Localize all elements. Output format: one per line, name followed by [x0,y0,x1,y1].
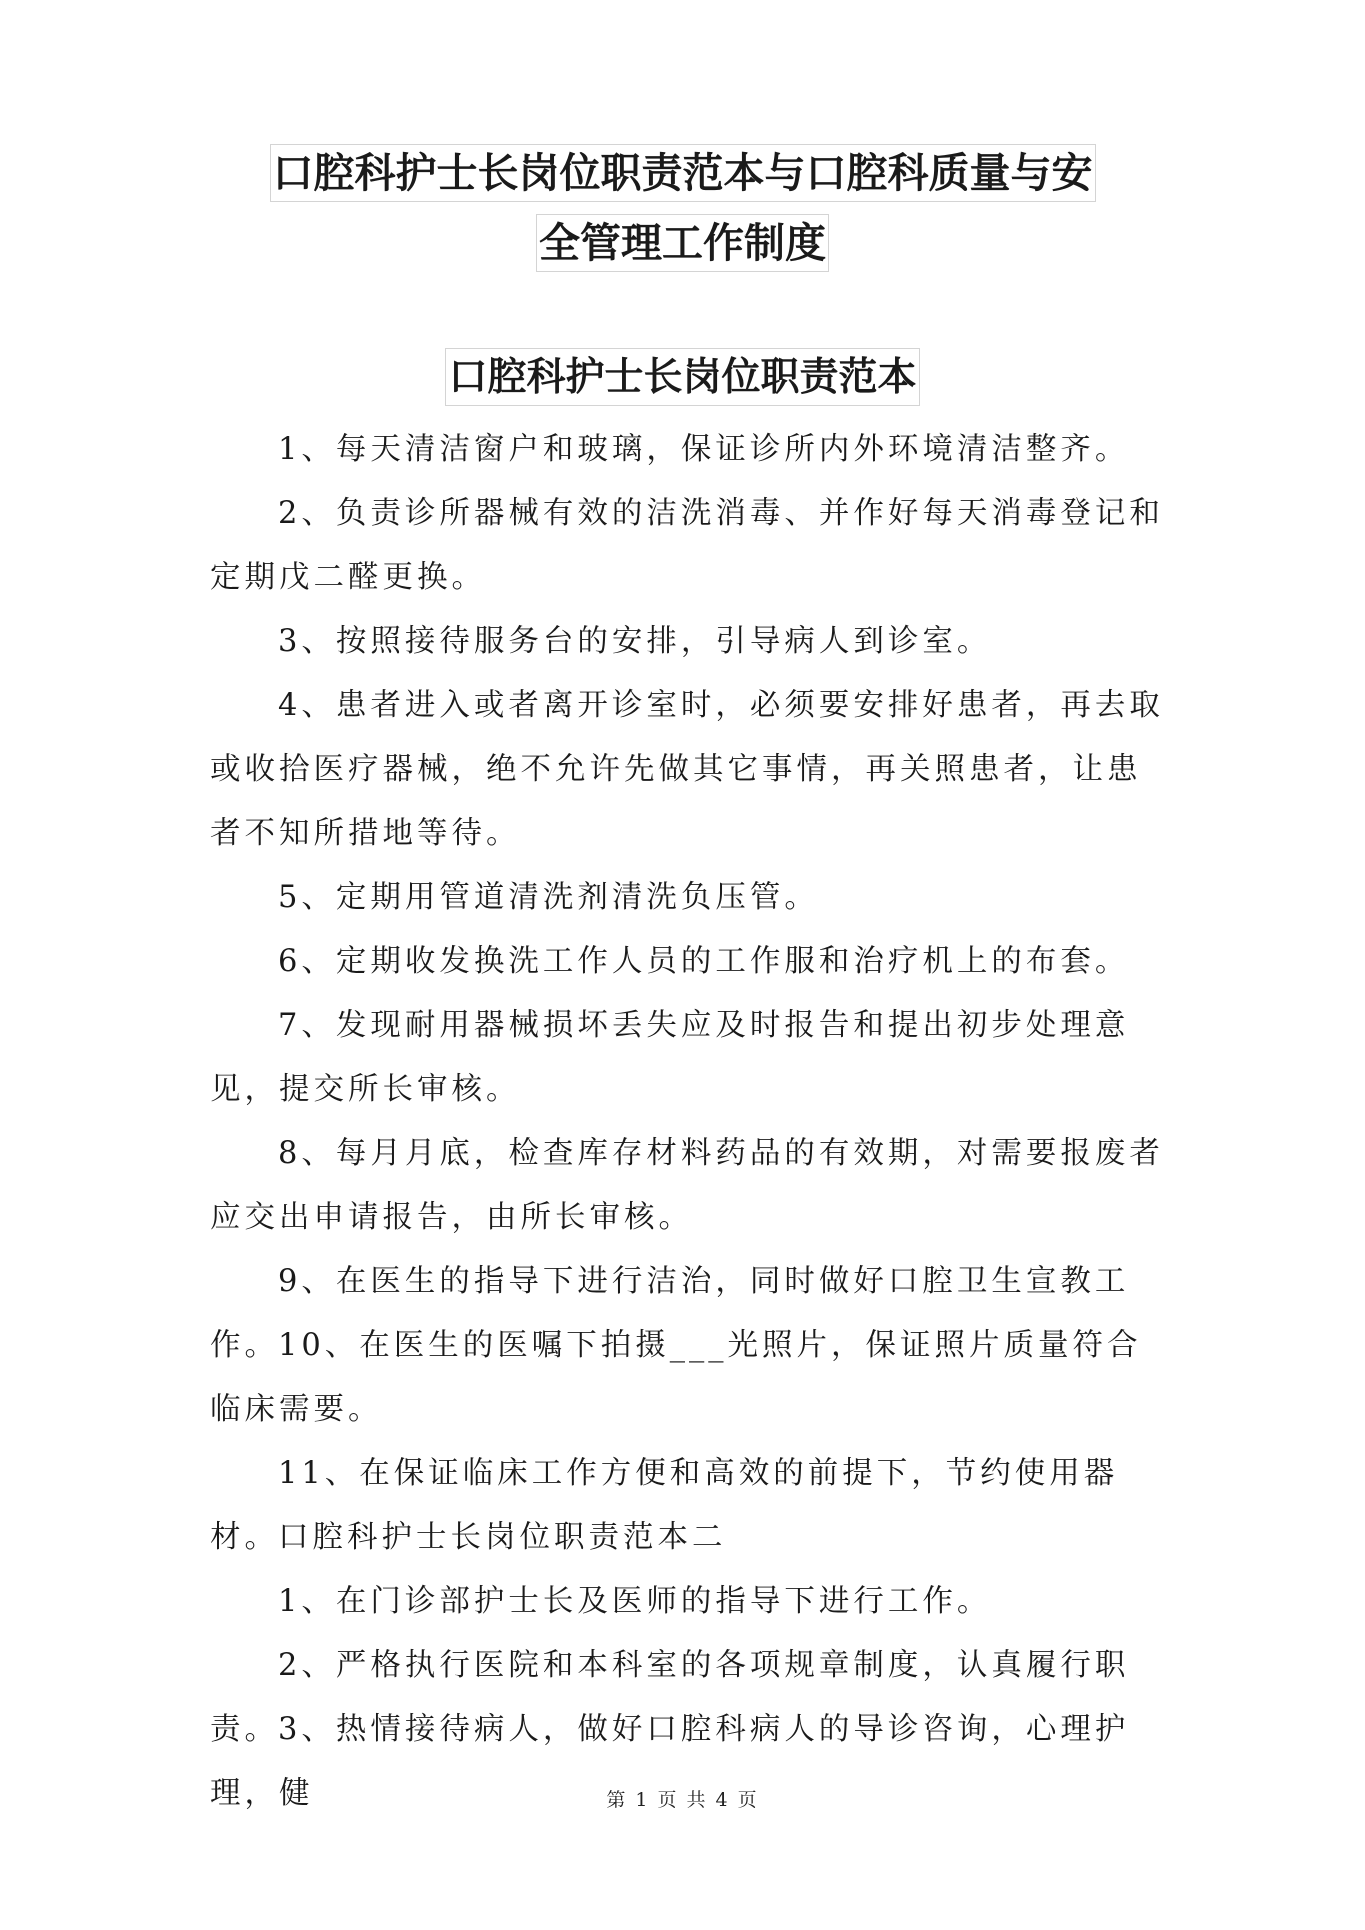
paragraph-13: 2、严格执行医院和本科室的各项规章制度，认真履行职责。 [210,1648,1130,1747]
paragraph-1: 1、每天清洁窗户和玻璃，保证诊所内外环境清洁整齐。 [278,432,1130,467]
section-title [0,348,1365,406]
paragraph-8: 8、每月月底，检查库存材料药品的有效期，对需要报废者应交出申请报告，由所长审核。 [210,1136,1164,1235]
page-footer: 第 1 页 共 4 页 [606,1789,759,1811]
title-text-1: 口腔科护士长岗位职责范本与口腔科质量与安 [270,144,1096,202]
paragraph-3: 3、按照接待服务台的安排，引导病人到诊室。 [278,624,992,659]
paragraph-6: 6、定期收发换洗工作人员的工作服和治疗机上的布套。 [278,944,1130,979]
document-title-line-2 [0,214,1365,272]
paragraph-14: 3、热情接待病人，做好口腔科病人的导诊咨询，心理护理，健 [210,1712,1130,1811]
paragraph-4: 4、患者进入或者离开诊室时，必须要安排好患者，再去取或收拾医疗器械，绝不允许先做其它事情，再关照患者，让患者不知所措地等待。 [210,688,1164,851]
section-heading-2: 口腔科护士长岗位职责范本二 [278,1520,727,1555]
paragraph-2: 2、负责诊所器械有效的洁洗消毒、并作好每天消毒登记和定期戊二醛更换。 [210,496,1164,595]
paragraph-7: 7、发现耐用器械损坏丢失应及时报告和提出初步处理意见，提交所长审核。 [210,1008,1130,1107]
paragraph-10: 10、在医生的医嘱下拍摄___光照片，保证照片质量符合临床需要。 [210,1328,1142,1427]
paragraph-12: 1、在门诊部护士长及医师的指导下进行工作。 [278,1584,992,1619]
section-title-text: 口腔科护士长岗位职责范本 [445,348,919,406]
document-title-line-1 [0,144,1365,202]
paragraph-11: 11、在保证临床工作方便和高效的前提下，节约使用器材。 [210,1456,1119,1555]
paragraph-9: 9、在医生的指导下进行洁治，同时做好口腔卫生宣教工作。 [210,1264,1130,1363]
title-text-2: 全管理工作制度 [536,214,829,272]
paragraph-5: 5、定期用管道清洗剂清洗负压管。 [278,880,819,915]
